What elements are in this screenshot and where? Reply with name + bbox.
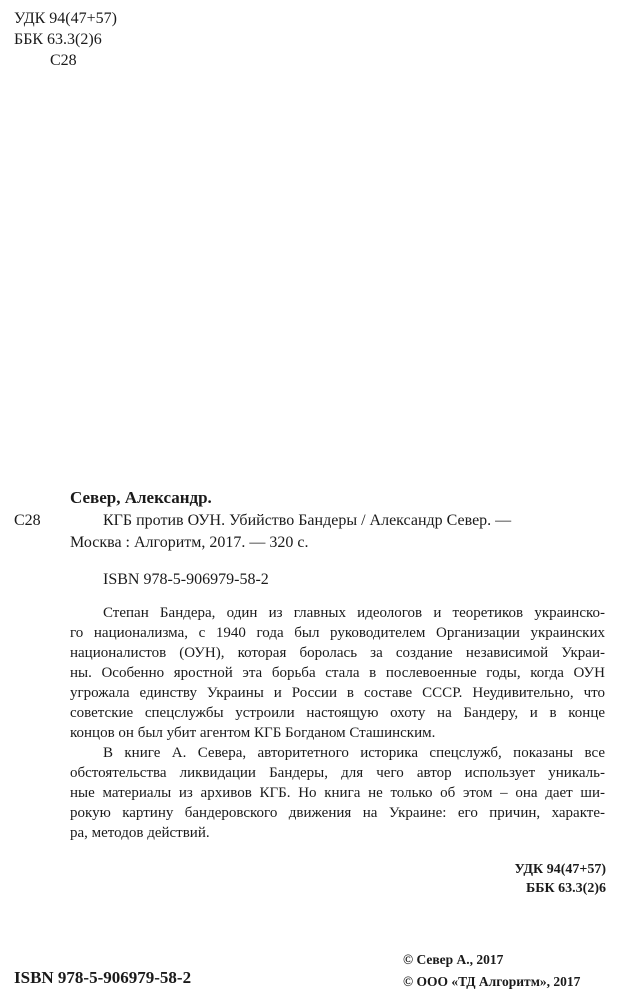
annotation-line: ра, методов действий. — [70, 825, 210, 841]
top-classification-codes — [14, 8, 117, 71]
bottom-classification-codes — [515, 860, 606, 898]
annotation-line: рокую картину бандеровского движения на Украине: его причин, характе- — [70, 805, 605, 821]
annotation-line: го национализма, с 1940 года был руководителем Организации украинских — [70, 625, 605, 641]
annotation-text — [70, 603, 605, 843]
copyright-block — [403, 949, 580, 993]
udk-code: УДК 94(47+57) — [14, 10, 117, 27]
bbk-code: ББК 63.3(2)6 — [14, 31, 102, 48]
annotation-line: В книге А. Севера, авторитетного историка спецслужб, показаны все — [103, 745, 605, 761]
cutter-code: С28 — [50, 52, 77, 69]
annotation-line: ны. Особенно яростной эта борьба стала в послевоенные годы, когда ОУН — [70, 665, 605, 681]
copyright-publisher: © ООО «ТД Алгоритм», 2017 — [403, 974, 581, 989]
record-isbn: ISBN 978-5-906979-58-2 — [103, 571, 269, 588]
annotation-line: концов он был убит агентом КГБ Богданом Сташинским. — [70, 725, 436, 741]
annotation-line: угрожала единству Украины и России в составе СССР. Неудивительно, что — [70, 685, 605, 701]
copyright-author: © Север А., 2017 — [403, 952, 504, 967]
annotation-line: обстоятельства ликвидации Бандеры, для чего автор использует уникаль- — [70, 765, 605, 781]
bottom-isbn: ISBN 978-5-906979-58-2 — [14, 968, 192, 987]
record-title-line-2: Москва : Алгоритм, 2017. — 320 с. — [70, 534, 309, 551]
record-title-line-1: КГБ против ОУН. Убийство Бандеры / Александр Север. — — [103, 512, 512, 529]
annotation-line: Степан Бандера, один из главных идеологов и теоретиков украинско- — [103, 605, 605, 621]
annotation-line: националистов (ОУН), которая боролась за создание независимой Украи- — [70, 645, 605, 661]
bottom-bbk-code: ББК 63.3(2)6 — [526, 881, 606, 896]
record-cutter: С28 — [14, 512, 41, 529]
annotation-line: ные материалы из архивов КГБ. Но книга не только об этом – она дает ши- — [70, 785, 605, 801]
record-author: Север, Александр. — [70, 488, 212, 507]
annotation-line: советские спецслужбы устроили настоящую охоту на Бандеру, и в конце — [70, 705, 605, 721]
bottom-udk-code: УДК 94(47+57) — [514, 862, 606, 877]
